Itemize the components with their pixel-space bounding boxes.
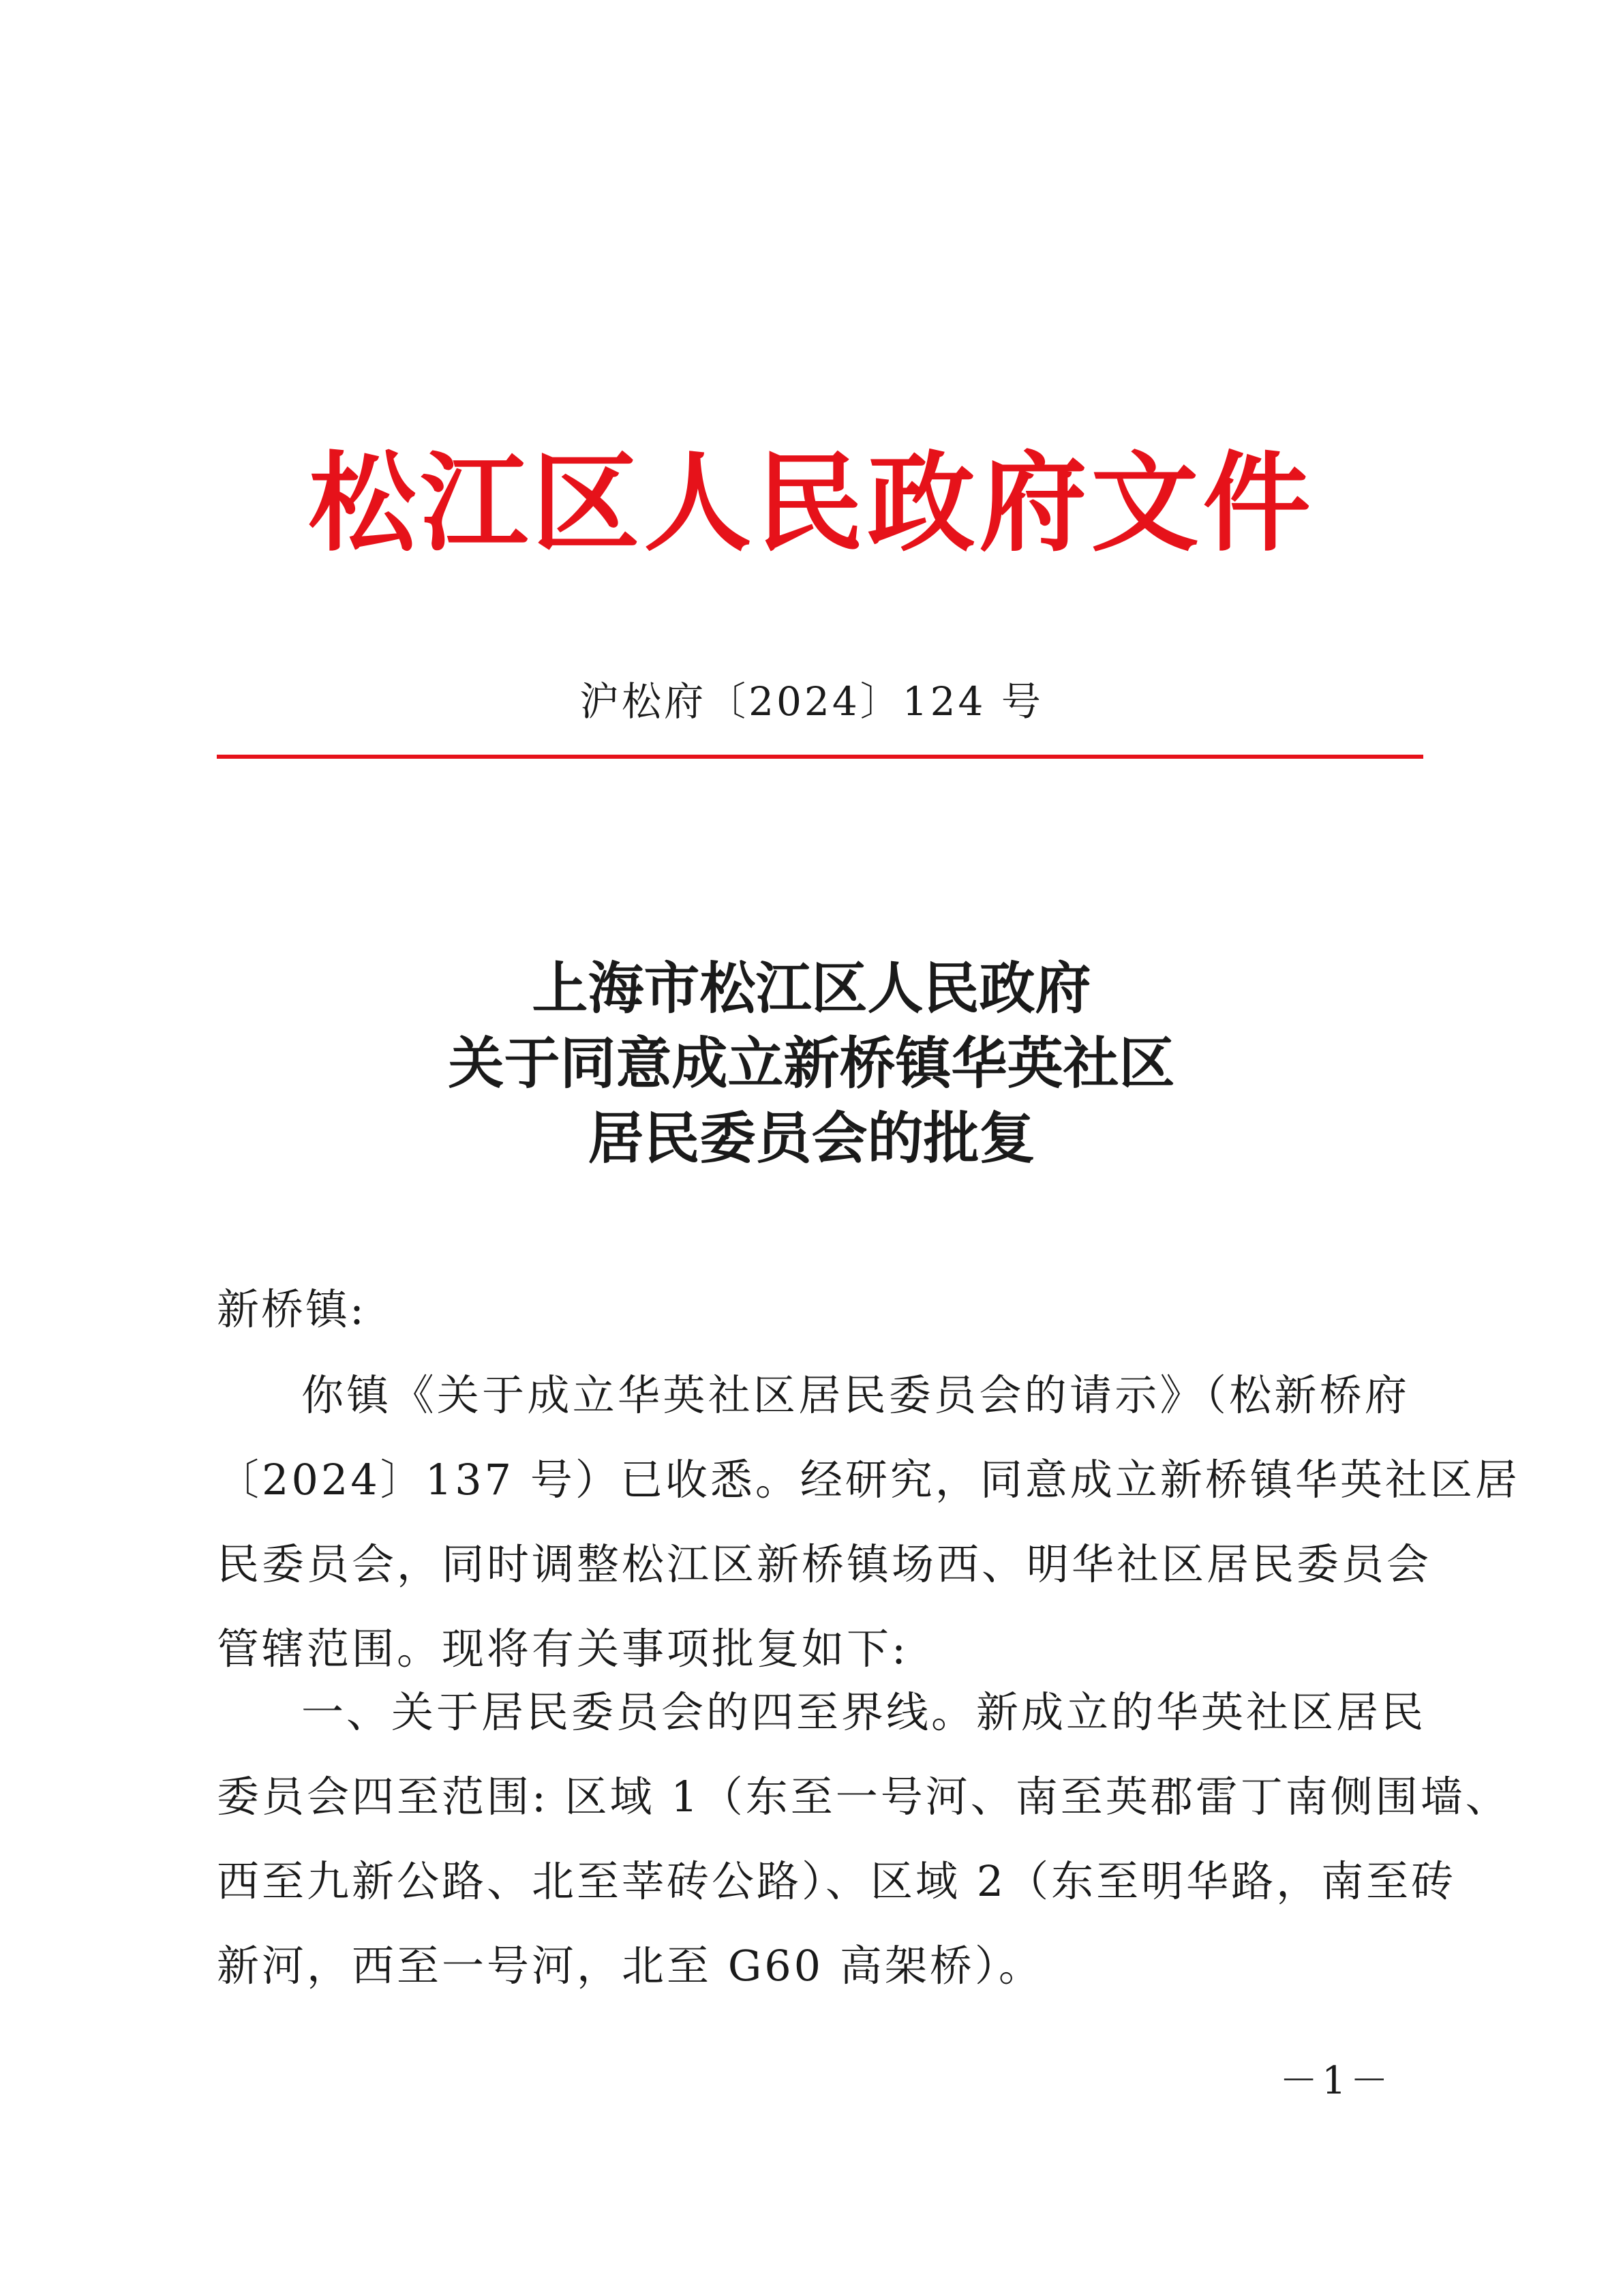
page-number: －1－	[1279, 2059, 1393, 2103]
paragraph-line: 西至九新公路、北至莘砖公路）、区域 2（东至明华路，南至砖	[217, 1856, 1457, 1906]
subject-line: 上海市松江区人民政府	[532, 956, 1091, 1021]
addressee: 新桥镇:	[217, 1284, 366, 1334]
paragraph-line: 民委员会，同时调整松江区新桥镇场西、明华社区居民委员会	[217, 1539, 1432, 1589]
paragraph-line: 你镇《关于成立华英社区居民委员会的请示》（松新桥府	[301, 1370, 1410, 1420]
paragraph-line: 管辖范围。现将有关事项批复如下:	[217, 1624, 909, 1674]
paragraph-line: 新河，西至一号河，北至 G60 高架桥）。	[217, 1941, 1044, 1991]
paragraph-line: 〔2024〕137 号）已收悉。经研究，同意成立新桥镇华英社区居	[217, 1455, 1520, 1505]
body-paragraph-1	[217, 1353, 1520, 1691]
paragraph-line: 委员会四至范围: 区域 1（东至一号河、南至英郡雷丁南侧围墙、	[217, 1772, 1511, 1822]
subject-line: 居民委员会的批复	[588, 1106, 1035, 1171]
document-subject	[0, 951, 1623, 1176]
paragraph-line: 一、关于居民委员会的四至界线。新成立的华英社区居民	[301, 1687, 1427, 1737]
subject-line: 关于同意成立新桥镇华英社区	[448, 1031, 1175, 1096]
body-paragraph-2	[217, 1670, 1511, 2008]
document-header-title: 松江区人民政府文件	[308, 441, 1315, 567]
document-number: 沪松府〔2024〕124 号	[579, 678, 1044, 725]
red-separator-line	[217, 755, 1423, 759]
